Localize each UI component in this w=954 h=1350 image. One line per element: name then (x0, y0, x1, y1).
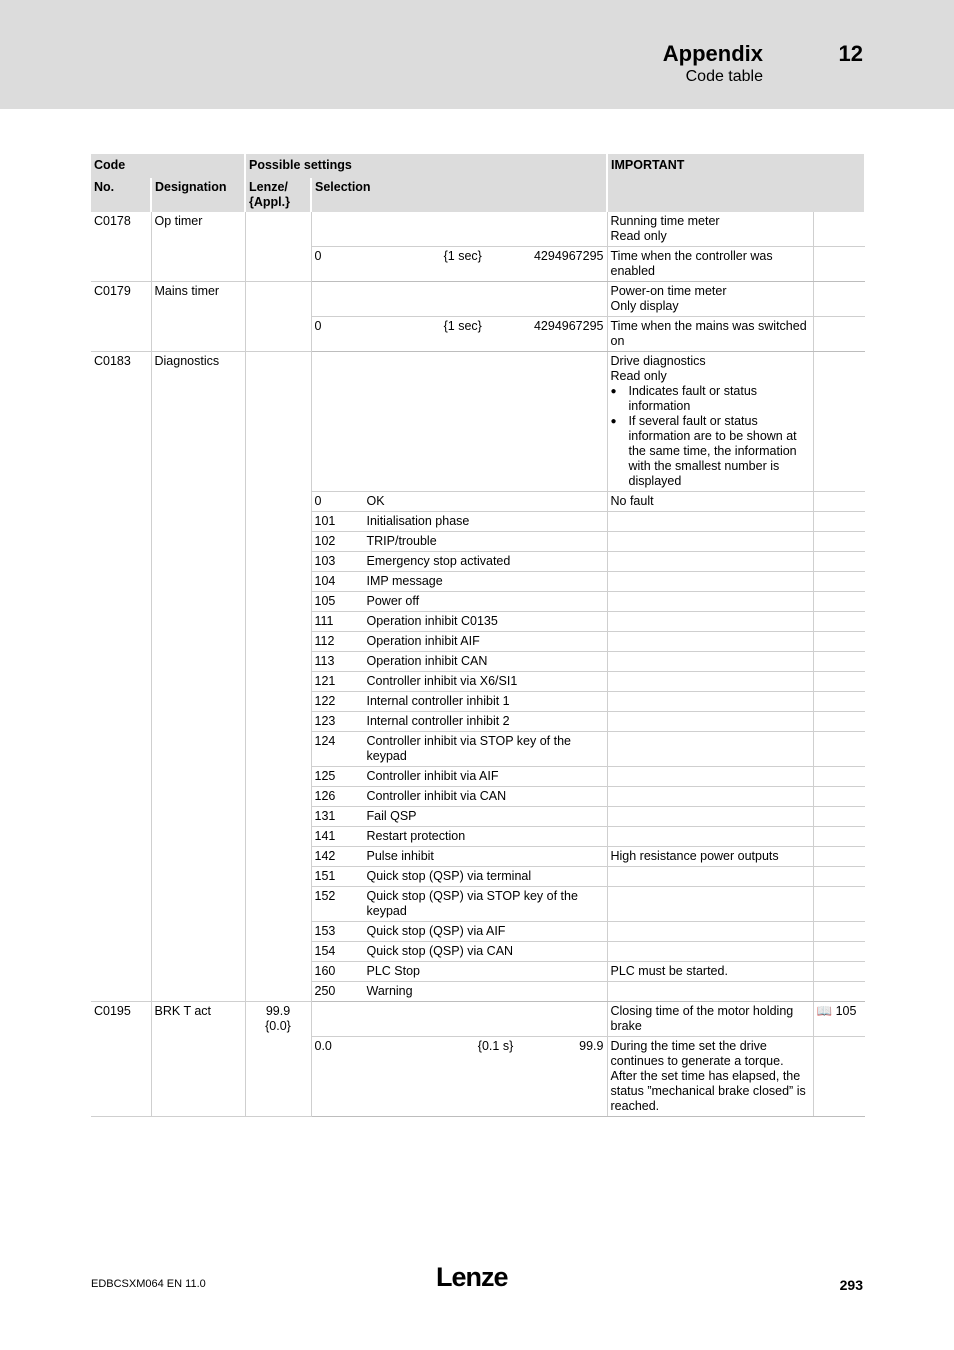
code-designation: Mains timer (151, 282, 245, 352)
section-subtitle: Code table (685, 68, 763, 85)
important-text (607, 552, 813, 572)
selection-entry (311, 942, 607, 962)
selection-entry (311, 512, 607, 532)
table-row (91, 1002, 865, 1037)
selection-value: 111 (314, 614, 334, 628)
selection-range: 0.0 {0.1 s} 99.9 (311, 1037, 607, 1117)
header-lenze-appl: Lenze/ {Appl.} (245, 178, 311, 212)
important-text (607, 632, 813, 652)
selection-entry (311, 532, 607, 552)
selection-value: 124 (314, 734, 336, 748)
selection-text: Emergency stop activated (366, 554, 511, 568)
code-number: C0195 (91, 1002, 151, 1117)
selection-value: 125 (314, 769, 336, 783)
selection-text: OK (366, 494, 385, 508)
important-text (607, 942, 813, 962)
selection-entry (311, 652, 607, 672)
header-important: IMPORTANT (607, 154, 865, 212)
selection-range: 0 {1 sec} 4294967295 (311, 317, 607, 352)
important-text (607, 672, 813, 692)
selection-entry (311, 492, 607, 512)
header-possible-settings: Possible settings (245, 154, 607, 178)
selection-value: 121 (314, 674, 336, 688)
selection-entry (311, 592, 607, 612)
chapter-title: Appendix (662, 41, 763, 66)
selection-entry (311, 867, 607, 887)
selection-text: Warning (366, 984, 413, 998)
table-row (91, 212, 865, 247)
important-text: PLC must be started. (607, 962, 813, 982)
selection-value: 152 (314, 889, 336, 903)
selection-value: 104 (314, 574, 336, 588)
important-text (607, 827, 813, 847)
selection-text: Restart protection (366, 829, 466, 843)
selection-entry (311, 712, 607, 732)
selection-entry (311, 982, 607, 1002)
table-row (91, 352, 865, 492)
code-table (91, 154, 866, 1117)
selection-value: 123 (314, 714, 336, 728)
important-text: High resistance power outputs (607, 847, 813, 867)
selection-entry (311, 767, 607, 787)
selection-entry (311, 847, 607, 867)
code-designation: Op timer (151, 212, 245, 282)
selection-entry (311, 807, 607, 827)
important-text (607, 887, 813, 922)
chapter-number: 12 (838, 41, 863, 66)
bullet-item: ● If several fault or status information are to be shown at the same time, the information with the smallest number is displayed (611, 414, 810, 489)
important-text (607, 867, 813, 887)
selection-text: Controller inhibit via STOP key of the keypad (366, 734, 571, 763)
bullet-item: ● Indicates fault or status information (611, 384, 810, 414)
selection-text: Quick stop (QSP) via CAN (366, 944, 514, 958)
selection-entry (311, 732, 607, 767)
important-text (607, 692, 813, 712)
important-text: During the time set the drive continues to generate a torque. After the set time has elapsed, the status ”mechanical brake closed” is reached. (607, 1037, 813, 1117)
important-text (607, 807, 813, 827)
selection-text: Internal controller inhibit 1 (366, 694, 510, 708)
selection-value: 250 (314, 984, 336, 998)
selection-text: Controller inhibit via X6/SI1 (366, 674, 518, 688)
important-text: Power-on time meter Only display (607, 282, 813, 317)
selection-value: 122 (314, 694, 336, 708)
selection-value: 112 (314, 634, 335, 648)
selection-entry (311, 552, 607, 572)
selection-text: Pulse inhibit (366, 849, 434, 863)
selection-entry (311, 572, 607, 592)
important-text: Time when the controller was enabled (607, 247, 813, 282)
important-text: Closing time of the motor holding brake (607, 1002, 813, 1037)
selection-value: 141 (314, 829, 336, 843)
selection-value: 142 (314, 849, 336, 863)
selection-text: Power off (366, 594, 420, 608)
important-text (607, 532, 813, 552)
selection-text: IMP message (366, 574, 443, 588)
table-row (91, 282, 865, 317)
selection-value: 153 (314, 924, 336, 938)
selection-value: 0 (314, 494, 322, 508)
important-text: Drive diagnostics Read only ● Indicates fault or status information ● If several fault or status information are to be shown at the same time, the information with the smallest number is displayed (607, 352, 813, 492)
important-text (607, 982, 813, 1002)
selection-text: Controller inhibit via CAN (366, 789, 507, 803)
selection-text: Controller inhibit via AIF (366, 769, 499, 783)
selection-text: PLC Stop (366, 964, 421, 978)
important-text (607, 732, 813, 767)
document-id: EDBCSXM064 EN 11.0 (91, 1278, 206, 1290)
header-designation: Designation (151, 178, 245, 212)
selection-text: Operation inhibit C0135 (366, 614, 498, 628)
selection-value: 154 (314, 944, 336, 958)
selection-value: 102 (314, 534, 336, 548)
selection-value: 160 (314, 964, 336, 978)
selection-entry (311, 962, 607, 982)
selection-text: Initialisation phase (366, 514, 470, 528)
code-number: C0183 (91, 352, 151, 1002)
header-code: Code (91, 154, 245, 178)
selection-range: 0 {1 sec} 4294967295 (311, 247, 607, 282)
selection-entry (311, 632, 607, 652)
book-icon: 📖 (816, 1004, 833, 1018)
code-designation: Diagnostics (151, 352, 245, 1002)
important-text: No fault (607, 492, 813, 512)
selection-text: TRIP/trouble (366, 534, 437, 548)
selection-value: 101 (314, 514, 336, 528)
code-designation: BRK T act (151, 1002, 245, 1117)
code-number: C0178 (91, 212, 151, 282)
selection-value: 151 (314, 869, 336, 883)
selection-entry (311, 827, 607, 847)
important-text: Running time meter Read only (607, 212, 813, 247)
lenze-default: 99.9 {0.0} (245, 1002, 311, 1117)
selection-value: 103 (314, 554, 336, 568)
selection-value: 113 (314, 654, 335, 668)
important-text (607, 922, 813, 942)
page-reference[interactable]: 📖 105 (813, 1002, 865, 1037)
selection-entry (311, 787, 607, 807)
important-text (607, 572, 813, 592)
lenze-logo: Lenze (436, 1262, 508, 1292)
important-text (607, 712, 813, 732)
page-number: 293 (839, 1277, 863, 1293)
selection-entry (311, 692, 607, 712)
important-text (607, 652, 813, 672)
selection-text: Operation inhibit AIF (366, 634, 480, 648)
selection-entry (311, 922, 607, 942)
selection-text: Quick stop (QSP) via AIF (366, 924, 506, 938)
selection-entry (311, 672, 607, 692)
selection-text: Fail QSP (366, 809, 417, 823)
selection-entry (311, 612, 607, 632)
selection-value: 126 (314, 789, 336, 803)
important-text (607, 787, 813, 807)
page-header (0, 0, 954, 109)
selection-text: Quick stop (QSP) via STOP key of the keypad (366, 889, 578, 918)
important-text (607, 592, 813, 612)
selection-text: Operation inhibit CAN (366, 654, 488, 668)
selection-text: Quick stop (QSP) via terminal (366, 869, 532, 883)
selection-text: Internal controller inhibit 2 (366, 714, 510, 728)
important-text (607, 512, 813, 532)
important-text (607, 767, 813, 787)
selection-entry (311, 887, 607, 922)
important-text (607, 612, 813, 632)
selection-value: 105 (314, 594, 336, 608)
header-selection: Selection (311, 178, 607, 212)
header-no: No. (91, 178, 151, 212)
selection-value: 131 (314, 809, 336, 823)
important-text: Time when the mains was switched on (607, 317, 813, 352)
code-number: C0179 (91, 282, 151, 352)
